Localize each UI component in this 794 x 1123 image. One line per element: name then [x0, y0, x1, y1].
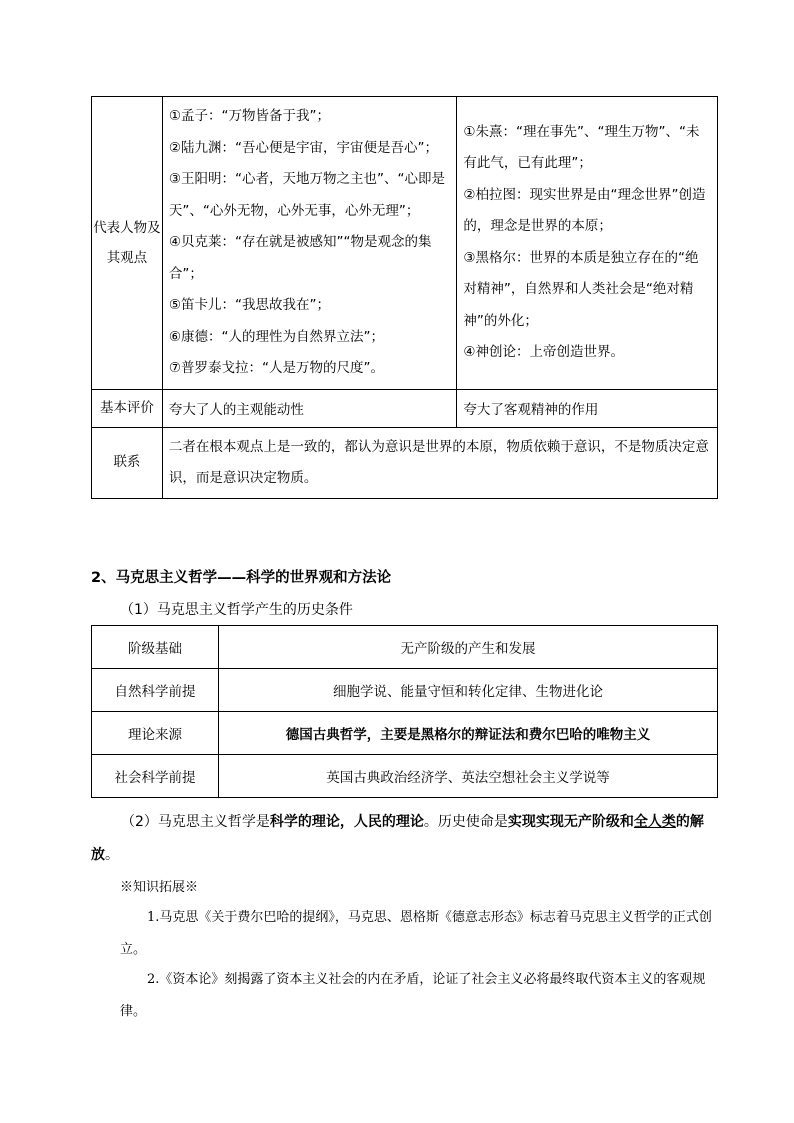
view-item: ②柏拉图：现实世界是由“理念世界”创造的，理念是世界的本原；: [463, 186, 706, 235]
view-item: ③王阳明：“心者，天地万物之主也”、“心即是天”、“心外无物，心外无事，心外无理”；: [168, 171, 445, 219]
objective-idealism-views: [457, 97, 718, 390]
para-text: 。历史使命是: [423, 814, 508, 830]
condition-key: 阶级基础: [92, 626, 219, 669]
row-label-evaluation: 基本评价: [92, 389, 163, 427]
condition-key: 社会科学前提: [92, 755, 219, 798]
para-text: （2）马克思主义哲学是: [121, 814, 270, 830]
subjective-idealism-views: [162, 97, 457, 390]
condition-value: 德国古典哲学，主要是黑格尔的辩证法和费尔巴哈的唯物主义: [219, 712, 718, 755]
extension-note: 2.《资本论》刻揭露了资本主义社会的内在矛盾，论证了社会主义必将最终取代资本主义的客观规律。: [120, 972, 706, 1019]
view-item: ⑦普罗泰戈拉：“人是万物的尺度”。: [168, 360, 384, 376]
marxism-mission-paragraph: [91, 806, 719, 872]
relation-text: 二者在根本观点上是一致的，都认为意识是世界的本原，物质依赖于意识，不是物质决定意识，而是意识决定物质。: [162, 427, 717, 498]
subsection-heading: （1）马克思主义哲学产生的历史条件: [120, 602, 353, 618]
view-item: ②陆九渊：“吾心便是宇宙，宇宙便是吾心”；: [168, 139, 438, 156]
para-emphasis: 科学的理论，人民的理论: [269, 814, 424, 830]
evaluation-subjective: 夸大了人的主观能动性: [162, 389, 457, 427]
condition-key: 理论来源: [92, 712, 219, 755]
row-label-representatives: 代表人物及其观点: [92, 97, 163, 390]
condition-value: 细胞学说、能量守恒和转化定律、生物进化论: [219, 669, 718, 712]
table-row: [92, 669, 718, 712]
evaluation-objective: 夸大了客观精神的作用: [457, 389, 718, 427]
view-item: ④贝克莱：“存在就是被感知”“物是观念的集合”；: [168, 234, 432, 282]
para-text: 。: [105, 847, 119, 863]
table-row: [92, 626, 718, 669]
section-heading: 2、马克思主义哲学——科学的世界观和方法论: [91, 570, 392, 586]
para-emphasis: 的解放: [91, 814, 704, 863]
view-item: ⑤笛卡儿：“我思故我在”；: [168, 297, 330, 313]
table-row: [92, 712, 718, 755]
condition-value: 无产阶级的产生和发展: [219, 626, 718, 669]
historical-conditions-table: [91, 625, 718, 798]
para-underlined: 全人类: [633, 814, 676, 830]
view-item: ④神创论：上帝创造世界。: [463, 344, 624, 361]
row-label-relation: 联系: [92, 427, 163, 498]
extension-note: 1.马克思《关于费尔巴哈的提纲》，马克思、恩格斯《德意志形态》标志着马克思主义哲学的正式创立。: [120, 910, 712, 957]
view-item: ⑥康德：“人的理性为自然界立法”；: [168, 328, 384, 345]
view-item: ③黑格尔：世界的本质是独立存在的“绝对精神”，自然界和人类社会是“绝对精神”的外化；: [463, 249, 699, 329]
condition-key: 自然科学前提: [92, 669, 219, 712]
view-item: ①朱熹：“理在事先”、“理生万物”、“未有此气，已有此理”；: [463, 123, 700, 172]
view-item: ①孟子：“万物皆备于我”；: [168, 108, 330, 124]
idealism-comparison-table: [91, 96, 718, 499]
condition-value: 英国古典政治经济学、英法空想社会主义学说等: [219, 755, 718, 798]
para-emphasis: 实现实现无产阶级和: [507, 814, 634, 830]
knowledge-extension-title: ※知识拓展※: [120, 880, 199, 895]
table-row: [92, 755, 718, 798]
